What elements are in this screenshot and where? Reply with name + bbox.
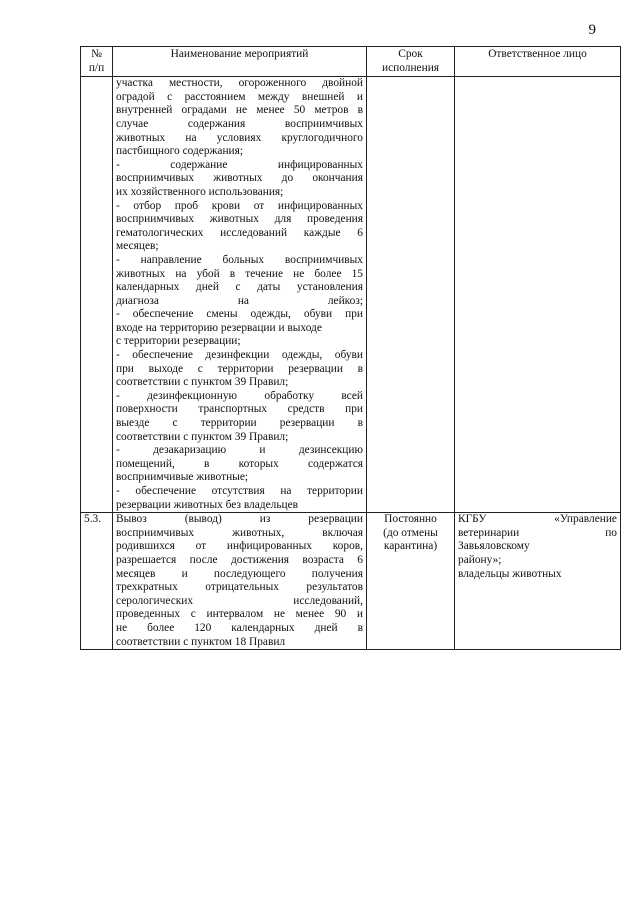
row1-name-line: - направление больных восприимчивых [116,253,363,266]
header-number-symbol: № [91,48,102,60]
row1-name-line: участка местности, огороженного двойной [116,77,363,90]
row1-name-line: с территории резервации; [116,335,241,348]
row1-name-line: выезде с территории резервации в [116,417,363,430]
row2-term-line: карантина) [383,540,438,553]
row1-name-line: случае содержания восприимчивых [116,117,363,130]
row1-name-line: пастбищного содержания; [116,145,244,158]
table-row [81,77,621,513]
row1-name-line: восприимчивых животных до окончания [116,172,363,185]
row1-name-line: оградой с расстоянием между внешней и [116,90,363,103]
row2-term [367,513,455,650]
row1-name-line: - содержание инфицированных [116,158,363,171]
row1-name-line: - обеспечение дезинфекции одежды, обуви [116,349,363,362]
row2-name-line: не более 120 календарных дней в [116,621,363,634]
table-header-row [81,47,621,77]
header-number-abbr: п/п [88,61,105,74]
row2-resp-line: району»; [458,553,502,566]
row1-name-line: месяцев; [116,240,159,253]
row1-name-line: внутренней оградами не менее 50 метров в [116,104,363,117]
row1-name-line: соответствии с пунктом 39 Правил; [116,376,289,389]
row2-name-line: месяцев и последующего получения [116,567,363,580]
header-number [81,47,113,77]
row1-name-line: восприимчивые животные; [116,471,249,484]
header-term-line-1: Срок [398,48,423,60]
row1-name-line: помещений, в которых содержатся [116,457,363,470]
row1-name-line: животных на убой в течение не более 15 [116,267,363,280]
row2-responsible [455,513,621,650]
header-term [367,47,455,77]
row1-name-line: при выходе с территории резервации в [116,362,363,375]
header-name: Наименование мероприятий [113,47,367,77]
measures-table [80,46,621,650]
row1-name-line: гематологических исследований каждые 6 [116,226,363,239]
row1-term [367,77,455,513]
row1-name-line: - обеспечение смены одежды, обуви при [116,308,363,321]
row2-resp-line: ветеринарии по [458,526,617,539]
row2-name-line: проведенных с интервалом не менее 90 и [116,608,363,621]
row1-name-line: поверхности транспортных средств при [116,403,363,416]
row2-name-line: восприимчивых животных, включая [116,526,363,539]
row1-name-line: резервации животных без владельцев [116,498,299,511]
row2-resp-line: Завьяловскому [458,540,530,553]
row2-name-line: серологических исследований, [116,594,363,607]
row2-name [113,513,367,650]
header-responsible: Ответственное лицо [455,47,621,77]
row1-name-line: календарных дней с даты установления [116,281,363,294]
row1-name-line: - отбор проб крови от инфицированных [116,199,363,212]
row1-name-line: - дезинфекционную обработку всей [116,389,363,402]
row2-number: 5.3. [81,513,113,650]
row1-name-line: - обеспечение отсутствия на территории [116,485,363,497]
row2-resp-line: КГБУ «Управление [458,513,617,526]
row1-name-line: - дезакаризацию и дезинсекцию [116,444,363,457]
page-number: 9 [588,22,596,38]
row1-name [113,77,367,513]
row1-name-line: диагноза на лейкоз; [116,294,363,307]
row2-name-line: трехкратных отрицательных результатов [116,581,363,594]
row2-resp-line: владельцы животных [458,567,562,580]
row1-responsible [455,77,621,513]
row1-name-line: их хозяйственного использования; [116,185,284,198]
row2-term-line: Постоянно [384,513,437,526]
row1-name-line: восприимчивых животных для проведения [116,213,363,226]
table-row [81,513,621,650]
row2-name-line: разрешается после достижения возраста 6 [116,553,363,566]
row1-name-line: входе на территорию резервации и выходе [116,321,322,334]
row2-name-line: Вывоз (вывод) из резервации [116,513,363,526]
row2-name-line: соответствии с пунктом 18 Правил [116,635,286,648]
row1-name-line: животных на условиях круглогодичного [116,131,363,144]
row1-number [81,77,113,513]
header-term-line-2: исполнения [381,61,440,74]
row2-term-line: (до отмены [383,526,438,539]
row2-name-line: родившихся от инфицированных коров, [116,540,363,553]
row1-name-line: соответствии с пунктом 39 Правил; [116,430,289,443]
